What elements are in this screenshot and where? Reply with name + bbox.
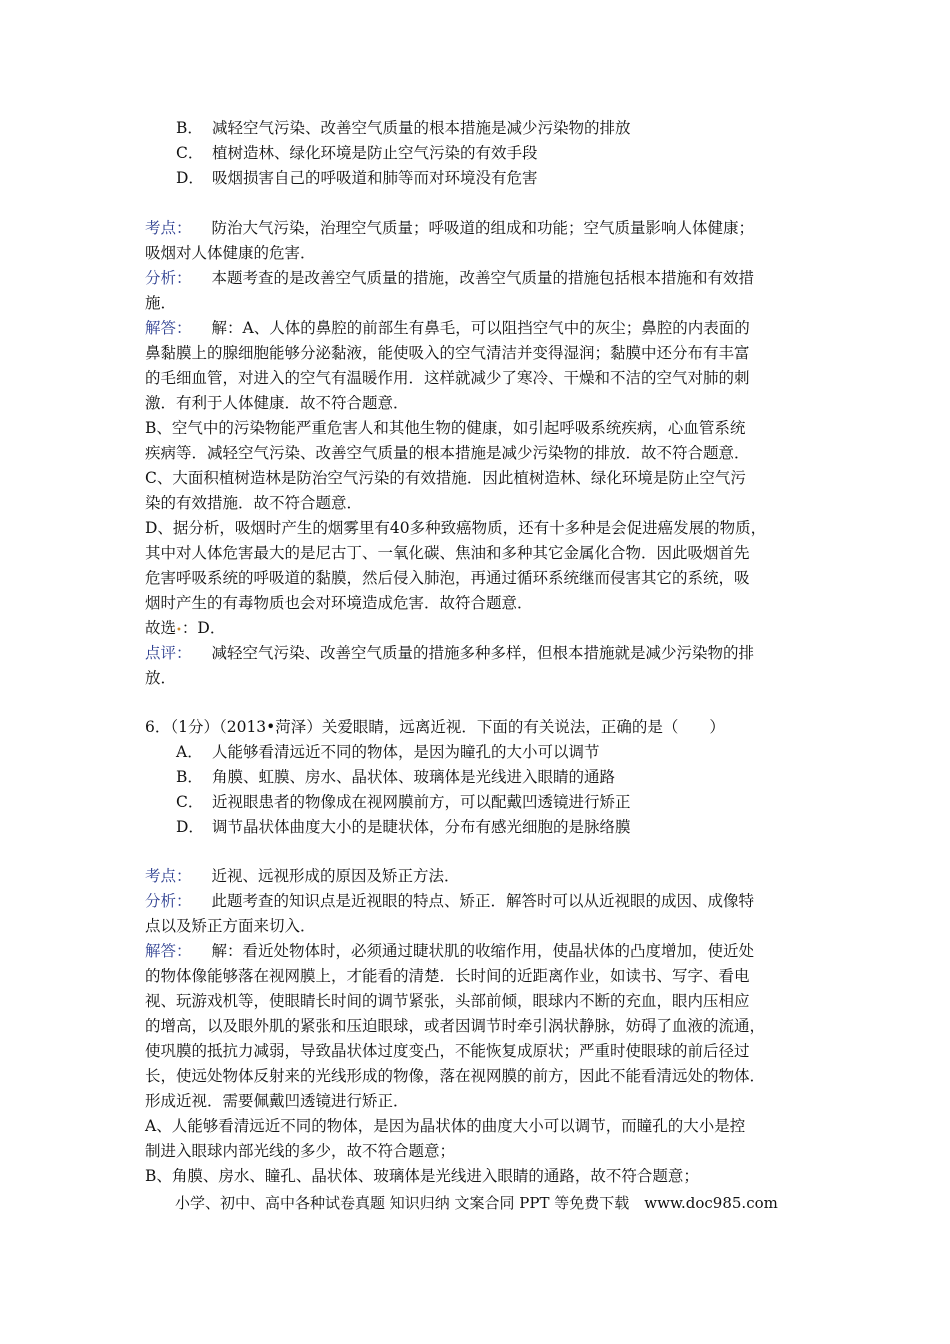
q5-jieda-line: 染的有效措施．故不符合题意． (145, 494, 363, 512)
q5-dianping-cont: 放． (145, 669, 177, 687)
q5-answer (145, 618, 225, 641)
q5-jieda-line: B、空气中的污染物能严重危害人和其他生物的健康，如引起呼吸系统疾病，心血管系统 (145, 419, 746, 437)
q5-option-c (176, 143, 538, 163)
jieda-label: 解答： (145, 942, 192, 960)
q6-option-b (176, 767, 615, 787)
kaodian-text: 近视、远视形成的原因及矫正方法． (211, 867, 460, 885)
q5-dianping (145, 643, 754, 663)
fenxi-text: 本题考查的是改善空气质量的措施，改善空气质量的措施包括根本措施和有效措 (211, 269, 755, 287)
option-letter: C． (176, 793, 204, 811)
option-text: 减轻空气污染、改善空气质量的根本措施是减少污染物的排放 (212, 119, 631, 137)
q5-fenxi (145, 268, 754, 288)
q5-jieda-line: 鼻黏膜上的腺细胞能够分泌黏液，能使吸入的空气清洁并变得湿润；黏膜中还分布有丰富 (145, 344, 750, 362)
q6-kaodian (145, 866, 460, 886)
q6-jieda-line: 的增高，以及眼外肌的紧张和压迫眼球，或者因调节时牵引涡状静脉，妨碍了血液的流通， (145, 1017, 766, 1035)
q6-option-d (176, 817, 631, 837)
q6-jieda-line: 的物体像能够落在视网膜上，才能看的清楚．长时间的近距离作业，如读书、写字、看电 (145, 967, 750, 985)
answer-value: ：D． (181, 619, 226, 637)
kaodian-label: 考点： (145, 867, 192, 885)
option-text: 调节晶状体曲度大小的是睫状体，分布有感光细胞的是脉络膜 (212, 818, 631, 836)
q6-stem: 6．（1分）（2013•菏泽）关爱眼睛，远离近视．下面的有关说法，正确的是（ ） (145, 718, 725, 736)
kaodian-text: 防治大气污染，治理空气质量；呼吸道的组成和功能；空气质量影响人体健康； (211, 219, 755, 237)
q6-jieda-line: A、人能够看清远近不同的物体，是因为晶状体的曲度大小可以调节，而瞳孔的大小是控 (145, 1117, 746, 1135)
q5-option-d (176, 168, 538, 188)
q5-option-b (176, 118, 631, 138)
page-footer: 小学、初中、高中各种试卷真题 知识归纳 文案合同 PPT 等免费下载 www.doc985.com (175, 1194, 778, 1212)
q6-jieda-line: 制进入眼球内部光线的多少，故不符合题意； (145, 1142, 456, 1160)
q5-jieda-line: 激．有利于人体健康．故不符合题意． (145, 394, 409, 412)
dot-mark: • (176, 625, 182, 636)
jieda-text: 解：看近处物体时，必须通过睫状肌的收缩作用，使晶状体的凸度增加，使近处 (211, 942, 755, 960)
q5-jieda-line: 的毛细血管，对进入的空气有温暖作用．这样就减少了寒冷、干燥和不洁的空气对肺的刺 (145, 369, 750, 387)
option-letter: B． (176, 768, 203, 786)
q5-kaodian-cont: 吸烟对人体健康的危害． (145, 244, 316, 262)
option-letter: A． (176, 743, 203, 761)
dianping-label: 点评： (145, 644, 192, 662)
q5-jieda-line: D、据分析，吸烟时产生的烟雾里有40多种致癌物质，还有十多种是会促进癌发展的物质， (145, 519, 767, 537)
q6-jieda-line: 长，使远处物体反射来的光线形成的物像，落在视网膜的前方，因此不能看清远处的物体． (145, 1067, 766, 1085)
jieda-label: 解答： (145, 319, 192, 337)
q6-jieda (145, 941, 754, 961)
option-text: 近视眼患者的物像成在视网膜前方，可以配戴凹透镜进行矫正 (212, 793, 631, 811)
q6-jieda-line: 视、玩游戏机等，使眼睛长时间的调节紧张，头部前倾，眼球内不断的充血，眼内压相应 (145, 992, 750, 1010)
option-letter: D． (176, 818, 204, 836)
jieda-text: 解：A、人体的鼻腔的前部生有鼻毛，可以阻挡空气中的灰尘；鼻腔的内表面的 (211, 319, 750, 337)
q5-jieda (145, 318, 750, 338)
q6-option-c (176, 792, 631, 812)
fenxi-text: 此题考查的知识点是近视眼的特点、矫正．解答时可以从近视眼的成因、成像特 (211, 892, 755, 910)
q6-jieda-line: 使巩膜的抵抗力减弱，导致晶状体过度变凸，不能恢复成原状；严重时使眼球的前后径过 (145, 1042, 750, 1060)
option-letter: D． (176, 169, 204, 187)
answer-prefix: 故选 (145, 619, 177, 637)
q5-jieda-line: 疾病等．减轻空气污染、改善空气质量的根本措施是减少污染物的排放．故不符合题意． (145, 444, 750, 462)
q5-jieda-line: 烟时产生的有毒物质也会对环境造成危害．故符合题意． (145, 594, 533, 612)
q6-option-a (176, 742, 600, 762)
q6-jieda-line: B、角膜、房水、瞳孔、晶状体、玻璃体是光线进入眼睛的通路，故不符合题意； (145, 1167, 699, 1185)
kaodian-label: 考点： (145, 219, 192, 237)
option-text: 植树造林、绿化环境是防止空气污染的有效手段 (212, 144, 538, 162)
q5-kaodian (145, 218, 754, 238)
q6-jieda-line: 形成近视．需要佩戴凹透镜进行矫正． (145, 1092, 409, 1110)
q5-jieda-line: C、大面积植树造林是防治空气污染的有效措施．因此植树造林、绿化环境是防止空气污 (145, 469, 746, 487)
q5-jieda-line: 其中对人体危害最大的是尼古丁、一氧化碳、焦油和多种其它金属化合物．因此吸烟首先 (145, 544, 750, 562)
q6-fenxi (145, 891, 754, 911)
dianping-text: 减轻空气污染、改善空气质量的措施多种多样，但根本措施就是减少污染物的排 (211, 644, 755, 662)
option-text: 角膜、虹膜、房水、晶状体、玻璃体是光线进入眼睛的通路 (212, 768, 616, 786)
q5-jieda-line: 危害呼吸系统的呼吸道的黏膜，然后侵入肺泡，再通过循环系统继而侵害其它的系统，吸 (145, 569, 750, 587)
option-letter: B． (176, 119, 203, 137)
fenxi-label: 分析： (145, 269, 192, 287)
option-text: 人能够看清远近不同的物体，是因为瞳孔的大小可以调节 (212, 743, 600, 761)
option-letter: C． (176, 144, 204, 162)
q5-fenxi-cont: 施． (145, 294, 177, 312)
fenxi-label: 分析： (145, 892, 192, 910)
q6-fenxi-cont: 点以及矫正方面来切入． (145, 917, 316, 935)
option-text: 吸烟损害自己的呼吸道和肺等而对环境没有危害 (212, 169, 538, 187)
